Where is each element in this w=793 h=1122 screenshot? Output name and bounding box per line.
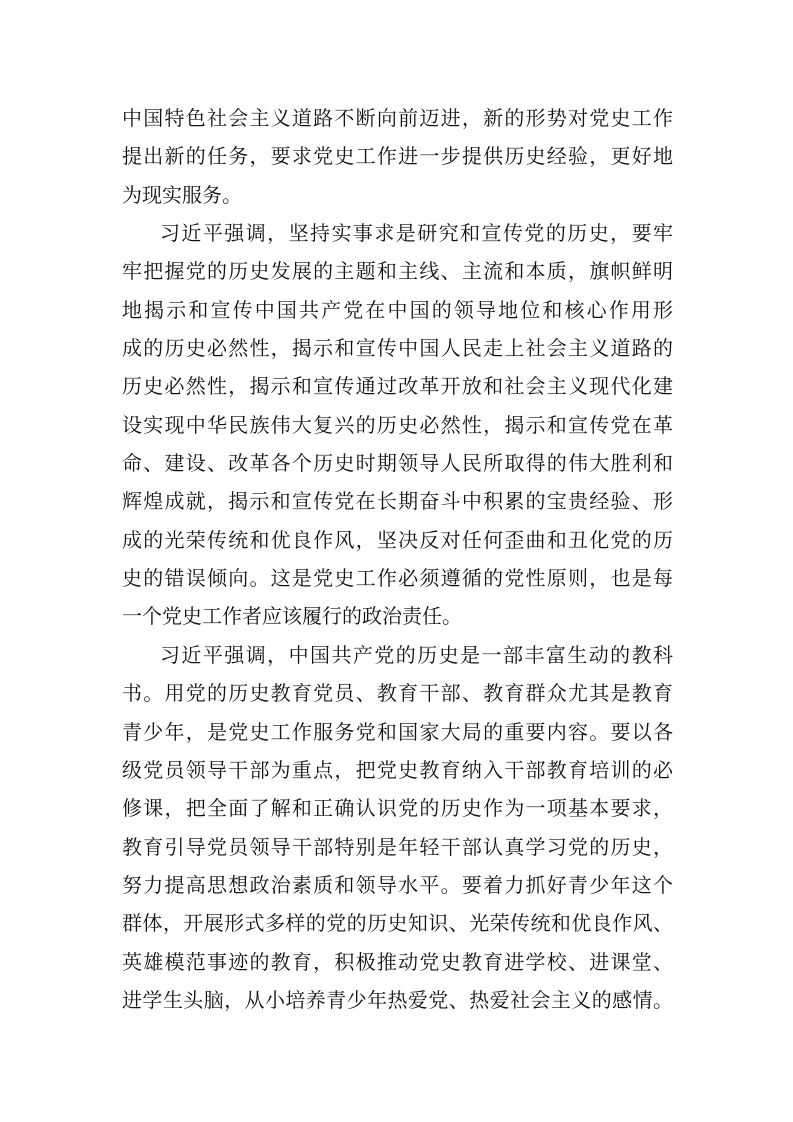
text-line: 成的历史必然性，揭示和宣传中国人民走上社会主义道路的	[122, 336, 673, 361]
text-line: 命、建设、改革各个历史时期领导人民所取得的伟大胜利和	[122, 451, 673, 476]
text-line: 修课，把全面了解和正确认识党的历史作为一项基本要求，	[122, 796, 673, 821]
text-line: 级党员领导干部为重点，把党史教育纳入干部教育培训的必	[122, 757, 673, 782]
text-line: 辉煌成就，揭示和宣传党在长期奋斗中积累的宝贵经验、形	[122, 489, 673, 514]
text-line: 努力提高思想政治素质和领导水平。要着力抓好青少年这个	[122, 872, 673, 897]
paragraph-1	[122, 99, 673, 214]
text-line: 一个党史工作者应该履行的政治责任。	[122, 604, 462, 629]
paragraph-2	[122, 214, 673, 636]
text-line: 群体，开展形式多样的党的历史知识、光荣传统和优良作风、	[122, 911, 673, 936]
text-line: 教育引导党员领导干部特别是年轻干部认真学习党的历史，	[122, 834, 673, 859]
text-line: 为现实服务。	[122, 182, 242, 207]
text-line: 习近平强调，中国共产党的历史是一部丰富生动的教科	[160, 642, 673, 667]
text-line: 进学生头脑，从小培养青少年热爱党、热爱社会主义的感情。	[122, 987, 673, 1012]
text-line: 书。用党的历史教育党员、教育干部、教育群众尤其是教育	[122, 681, 673, 706]
text-line: 史的错误倾向。这是党史工作必须遵循的党性原则，也是每	[122, 566, 673, 591]
text-line: 英雄模范事迹的教育，积极推动党史教育进学校、进课堂、	[122, 949, 673, 974]
document-page	[122, 99, 673, 1019]
paragraph-3	[122, 636, 673, 1019]
text-line: 设实现中华民族伟大复兴的历史必然性，揭示和宣传党在革	[122, 412, 673, 437]
text-line: 成的光荣传统和优良作风，坚决反对任何歪曲和丑化党的历	[122, 527, 673, 552]
text-line: 历史必然性，揭示和宣传通过改革开放和社会主义现代化建	[122, 374, 673, 399]
text-line: 青少年，是党史工作服务党和国家大局的重要内容。要以各	[122, 719, 673, 744]
text-line: 提出新的任务，要求党史工作进一步提供历史经验，更好地	[122, 144, 673, 169]
text-line: 地揭示和宣传中国共产党在中国的领导地位和核心作用形	[122, 297, 673, 322]
text-line: 牢把握党的历史发展的主题和主线、主流和本质，旗帜鲜明	[122, 259, 673, 284]
text-line: 中国特色社会主义道路不断向前迈进，新的形势对党史工作	[122, 106, 673, 130]
text-line: 习近平强调，坚持实事求是研究和宣传党的历史，要牢	[160, 221, 673, 246]
